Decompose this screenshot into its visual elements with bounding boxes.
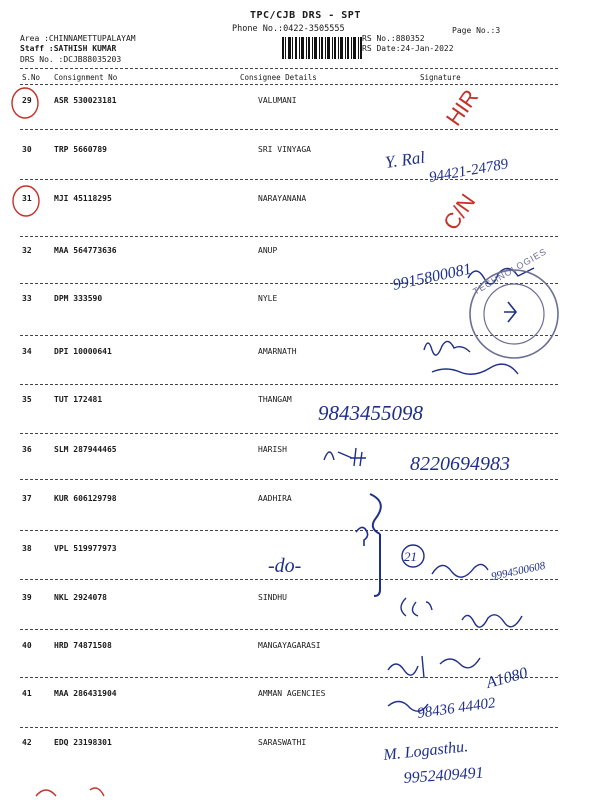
consignee-name: NYLE xyxy=(258,294,278,303)
consignment-number: DPI 10000641 xyxy=(54,347,112,356)
col-consignment: Consignment No xyxy=(54,73,118,82)
consignment-number: MAA 564773636 xyxy=(54,246,117,255)
consignment-number: MJI 45118295 xyxy=(54,194,112,203)
serial-number: 38 xyxy=(22,544,32,553)
table-row xyxy=(0,738,600,786)
row-divider xyxy=(20,629,558,630)
header-rule xyxy=(20,84,558,85)
consignment-number: DPM 333590 xyxy=(54,294,103,303)
consignee-name: THANGAM xyxy=(258,395,292,404)
handwriting-phone: 9915800081 xyxy=(391,260,474,294)
consignment-number: ASR 530023181 xyxy=(54,96,117,105)
consignment-number: VPL 519977973 xyxy=(54,544,117,553)
consignee-name: SARASWATHI xyxy=(258,738,307,747)
stamp-text: TECHNOLOGIES xyxy=(471,246,549,297)
consignment-number: NKL 2924078 xyxy=(54,593,107,602)
consignee-name: NARAYANANA xyxy=(258,194,307,203)
table-row xyxy=(0,445,600,493)
consignee-name: MANGAYAGARASI xyxy=(258,641,321,650)
table-row xyxy=(0,494,600,542)
handwriting-signature: Y. Ral xyxy=(383,147,427,172)
red-mark-partial xyxy=(36,790,56,796)
handwriting-phone: 8220694983 xyxy=(410,453,510,475)
table-row xyxy=(0,347,600,395)
consignment-number: MAA 286431904 xyxy=(54,689,117,698)
table-row xyxy=(0,395,600,443)
handwriting-phone: 94421-24789 xyxy=(427,156,510,186)
serial-number: 36 xyxy=(22,445,32,454)
serial-number: 29 xyxy=(22,96,32,105)
table-row xyxy=(0,641,600,689)
consignee-name: ANUP xyxy=(258,246,278,255)
consignment-number: TRP 5660789 xyxy=(54,145,107,154)
row-divider xyxy=(20,179,558,180)
handwriting-red: HIR xyxy=(440,84,484,131)
table-row xyxy=(0,96,600,144)
handwriting-phone: 9952409491 xyxy=(403,764,485,787)
serial-number: 31 xyxy=(22,194,32,203)
row-divider xyxy=(20,530,558,531)
consignee-name: AADHIRA xyxy=(258,494,292,503)
serial-number: 40 xyxy=(22,641,32,650)
consignment-number: KUR 606129798 xyxy=(54,494,117,503)
row-divider xyxy=(20,335,558,336)
serial-number: 30 xyxy=(22,145,32,154)
handwriting-red: C/N xyxy=(438,189,481,235)
row-divider xyxy=(20,579,558,580)
table-row xyxy=(0,145,600,193)
consignee-name: AMARNATH xyxy=(258,347,297,356)
consignment-number: SLM 287944465 xyxy=(54,445,117,454)
serial-number: 41 xyxy=(22,689,32,698)
col-signature: Signature xyxy=(420,73,461,82)
col-consignee: Consignee Details xyxy=(240,73,317,82)
handwriting-phone: 9994500608 xyxy=(490,559,547,583)
table-row xyxy=(0,194,600,242)
serial-number: 34 xyxy=(22,347,32,356)
table-row xyxy=(0,689,600,737)
row-divider xyxy=(20,283,558,284)
serial-number: 42 xyxy=(22,738,32,747)
barcode xyxy=(282,37,362,59)
consignment-number: HRD 74871508 xyxy=(54,641,112,650)
consignee-name: AMMAN AGENCIES xyxy=(258,689,326,698)
row-divider xyxy=(20,479,558,480)
row-divider xyxy=(20,677,558,678)
col-sno: S.No xyxy=(22,73,41,82)
consignment-number: EDQ 23198301 xyxy=(54,738,112,747)
handwriting-phone: A1080 xyxy=(484,664,530,692)
header-rule xyxy=(20,68,558,69)
serial-number: 37 xyxy=(22,494,32,503)
table-row xyxy=(0,246,600,297)
consignee-name: SINDHU xyxy=(258,593,287,602)
staff-label: Staff :SATHISH KUMAR xyxy=(20,44,117,53)
serial-number: 39 xyxy=(22,593,32,602)
table-row xyxy=(0,544,600,592)
consignee-name: HARISH xyxy=(258,445,287,454)
handwriting-phone: 98436 44402 xyxy=(416,695,497,722)
serial-number: 35 xyxy=(22,395,32,404)
phone-number: Phone No.:0422-3505555 xyxy=(232,24,345,34)
page-number: Page No.:3 xyxy=(452,26,501,35)
page-title: TPC/CJB DRS - SPT xyxy=(250,10,361,21)
handwriting-signature: M. Logasthu. xyxy=(382,738,469,764)
row-divider xyxy=(20,384,558,385)
area-label: Area :CHINNAMETTUPALAYAM xyxy=(20,34,136,43)
consignment-number: TUT 172481 xyxy=(54,395,103,404)
handwriting-ditto: -do- xyxy=(268,555,302,577)
handwriting-phone: 9843455098 xyxy=(318,401,423,425)
row-divider xyxy=(20,727,558,728)
consignee-name: VALUMANI xyxy=(258,96,297,105)
consignee-name: SRI VINYAGA xyxy=(258,145,311,154)
rs-number: RS No.:880352 xyxy=(362,34,425,43)
table-row xyxy=(0,593,600,641)
serial-number: 32 xyxy=(22,246,32,255)
rs-date: RS Date:24-Jan-2022 xyxy=(362,44,454,53)
red-mark-partial xyxy=(90,788,104,796)
serial-number: 33 xyxy=(22,294,32,303)
row-divider xyxy=(20,236,558,237)
handwritten-circle-note: 21 xyxy=(404,549,417,564)
row-divider xyxy=(20,129,558,130)
row-divider xyxy=(20,433,558,434)
drs-number: DRS No. :DCJB88035203 xyxy=(20,55,122,64)
